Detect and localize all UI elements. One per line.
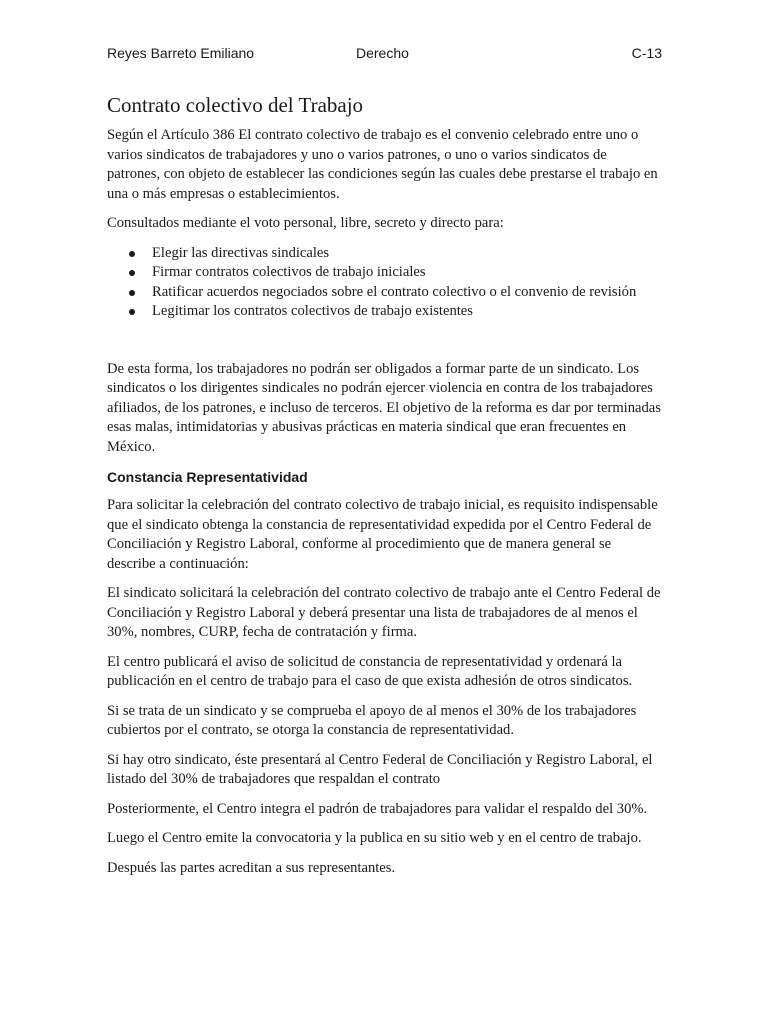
page-header: [107, 45, 662, 65]
list-item: [107, 244, 663, 264]
section-paragraph: Luego el Centro emite la convocatoria y la publica en su sitio web y en el centro de trabajo.: [107, 830, 642, 846]
list-item: [107, 302, 663, 322]
bullet-icon: [129, 251, 135, 257]
bullet-icon: [129, 309, 135, 315]
header-author: Reyes Barreto Emiliano: [107, 45, 255, 61]
list-item-text: Firmar contratos colectivos de trabajo iniciales: [152, 264, 426, 280]
section-paragraph: El centro publicará el aviso de solicitud de constancia de representatividad y ordenará la publicación en el centro de trabajo para el caso de que exista adhesión de otros sindicatos.: [107, 653, 633, 689]
consult-intro-paragraph: Consultados mediante el voto personal, libre, secreto y directo para:: [107, 215, 504, 231]
header-code: C-13: [631, 45, 662, 61]
list-item-text: Elegir las directivas sindicales: [152, 244, 330, 261]
blank-line: [107, 322, 663, 360]
section-paragraph: Para solicitar la celebración del contrato colectivo de trabajo inicial, es requisito indispensable que el sindicato obtenga la constancia de representatividad expedida por el Centro Federal de Conciliación y Registro Laboral, conforme al procedimiento que de manera general se describe a continuación:: [107, 497, 658, 572]
voting-purposes-list: [107, 244, 663, 322]
intro-paragraph: Según el Artículo 386 El contrato colectivo de trabajo es el convenio celebrado entre uno o varios sindicatos de trabajadores y uno o varios patrones, o uno o varios sindicatos de patrones, con objeto de establecer las condiciones según las cuales debe prestarse el trabajo en una o más empresas o establecimientos.: [107, 127, 658, 202]
section-paragraph: Si se trata de un sindicato y se comprueba el apoyo de al menos el 30% de los trabajadores cubiertos por el contrato, se otorga la constancia de representatividad.: [107, 702, 637, 738]
section-heading: Constancia Representatividad: [107, 469, 308, 485]
list-item-text: Ratificar acuerdos negociados sobre el contrato colectivo o el convenio de revisión: [152, 283, 637, 300]
list-item-text: Legitimar los contratos colectivos de trabajo existentes: [152, 303, 473, 319]
header-subject: Derecho: [356, 45, 409, 61]
document-body: [107, 92, 663, 888]
document-title: Contrato colectivo del Trabajo: [107, 93, 364, 117]
bullet-icon: [129, 270, 135, 276]
bullet-icon: [129, 290, 135, 296]
section-paragraph: Posteriormente, el Centro integra el padrón de trabajadores para validar el respaldo del 30%.: [107, 800, 648, 817]
section-paragraph: Si hay otro sindicato, éste presentará al Centro Federal de Conciliación y Registro Laboral, el listado del 30% de trabajadores que respaldan el contrato: [107, 751, 653, 787]
reform-paragraph: De esta forma, los trabajadores no podrán ser obligados a formar parte de un sindicato. Los sindicatos o los dirigentes sindicales no podrán ejercer violencia en contra de los trabajadores afiliados, de los patrones, e incluso de terceros. El objetivo de la reforma es dar por terminadas esas malas, intimidatorias y abusivas prácticas en materia sindical que eran frecuentes en México.: [107, 360, 661, 455]
list-item: [107, 263, 663, 283]
list-item: [107, 283, 663, 303]
section-paragraph: El sindicato solicitará la celebración del contrato colectivo de trabajo ante el Centro Federal de Conciliación y Registro Laboral y deberá presentar una lista de trabajadores de al menos el 30%, nombres, CURP, fecha de contratación y firma.: [107, 585, 661, 640]
section-paragraph: Después las partes acreditan a sus representantes.: [107, 859, 396, 876]
